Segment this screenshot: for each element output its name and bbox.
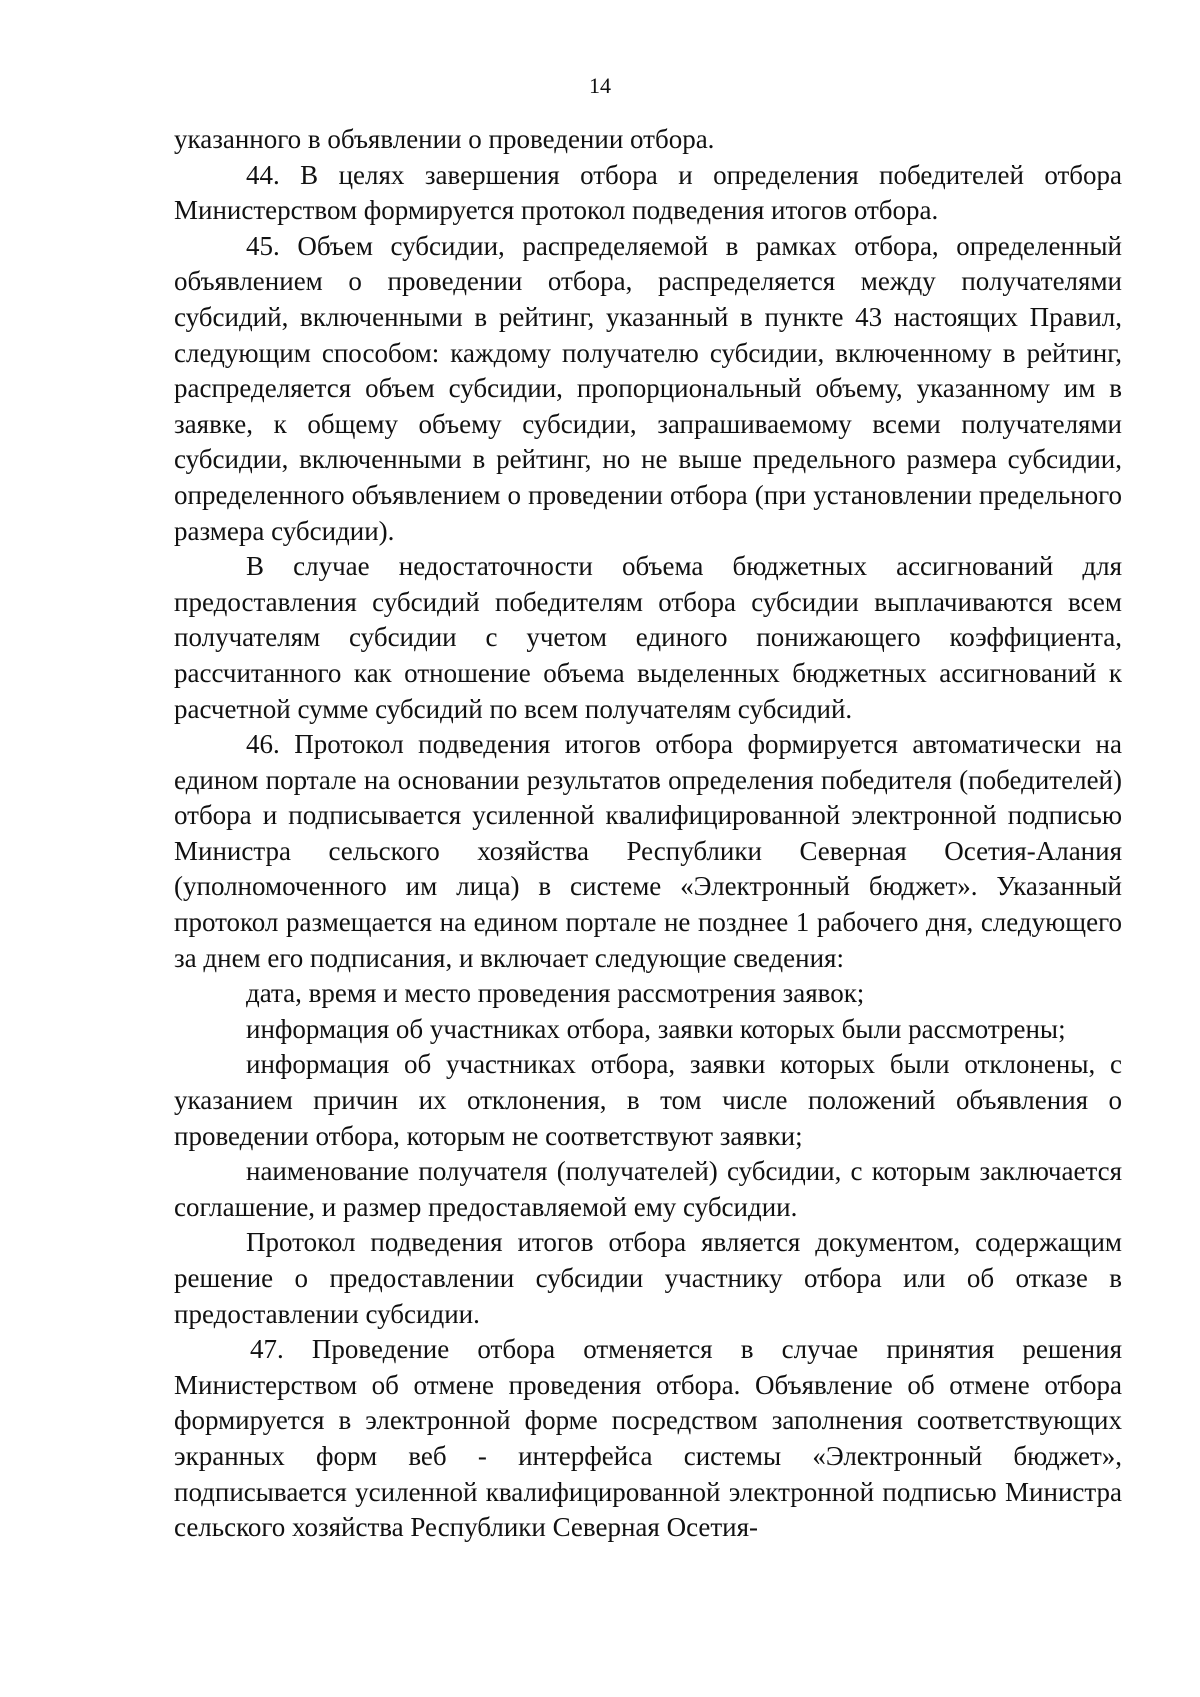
paragraph-insufficiency: В случае недостаточности объема бюджетных ассигнований для предоставления субсидий победителям отбора субсидии выплачиваются всем получателям субсидии с учетом единого понижающего коэффициента, рассчитанного как отношение объема выделенных бюджетных ассигнований к расчетной сумме субсидий по всем получателям субсидий. — [174, 551, 1122, 724]
list-item-rejected: информация об участниках отбора, заявки которых были отклонены, с указанием причин их отклонения, в том числе положений объявления о проведении отбора, которым не соответствуют заявки; — [174, 1049, 1122, 1151]
list-item-date: дата, время и место проведения рассмотрения заявок; — [246, 978, 865, 1009]
paragraph-47: 47. Проведение отбора отменяется в случае принятия решения Министерством об отмене проведения отбора. Объявление об отмене отбора формируется в электронной форме посредством заполнения соответствующих экранных форм веб - интерфейса системы «Электронный бюджет», подписывается усиленной квалифицированной электронной подписью Министра сельского хозяйства Республики Северная Осетия- — [174, 1334, 1122, 1543]
document-body — [174, 122, 1122, 1546]
paragraph-45: 45. Объем субсидии, распределяемой в рамках отбора, определенный объявлением о проведении отбора, распределяется между получателями субсидий, включенными в рейтинг, указанный в пункте 43 настоящих Правил, следующим способом: каждому получателю субсидии, включенному в рейтинг, распределяется объем субсидии, пропорциональный объему, указанному им в заявке, к общему объему субсидии, запрашиваемому всеми получателями субсидии, включенными в рейтинг, но не выше предельного размера субсидии, определенного объявлением о проведении отбора (при установлении предельного размера субсидии). — [174, 230, 1122, 546]
page-number: 14 — [589, 73, 611, 98]
paragraph-46: 46. Протокол подведения итогов отбора формируется автоматически на едином портале на основании результатов определения победителя (победителей) отбора и подписывается усиленной квалифицированной электронной подписью Министра сельского хозяйства Республики Северная Осетия-Алания (уполномоченного им лица) в системе «Электронный бюджет». Указанный протокол размещается на едином портале не позднее 1 рабочего дня, следующего за днем его подписания, и включает следующие сведения: — [174, 729, 1122, 973]
paragraph-protocol: Протокол подведения итогов отбора является документом, содержащим решение о предоставлении субсидии участнику отбора или об отказе в предоставлении субсидии. — [174, 1227, 1122, 1329]
paragraph: указанного в объявлении о проведении отбора. — [174, 124, 715, 154]
paragraph-44: 44. В целях завершения отбора и определения победителей отбора Министерством формируется протокол подведения итогов отбора. — [174, 159, 1122, 226]
list-item-recipient: наименование получателя (получателей) субсидии, с которым заключается соглашение, и размер предоставляемой ему субсидии. — [174, 1156, 1122, 1222]
list-item-considered: информация об участниках отбора, заявки которых были рассмотрены; — [246, 1013, 1066, 1044]
